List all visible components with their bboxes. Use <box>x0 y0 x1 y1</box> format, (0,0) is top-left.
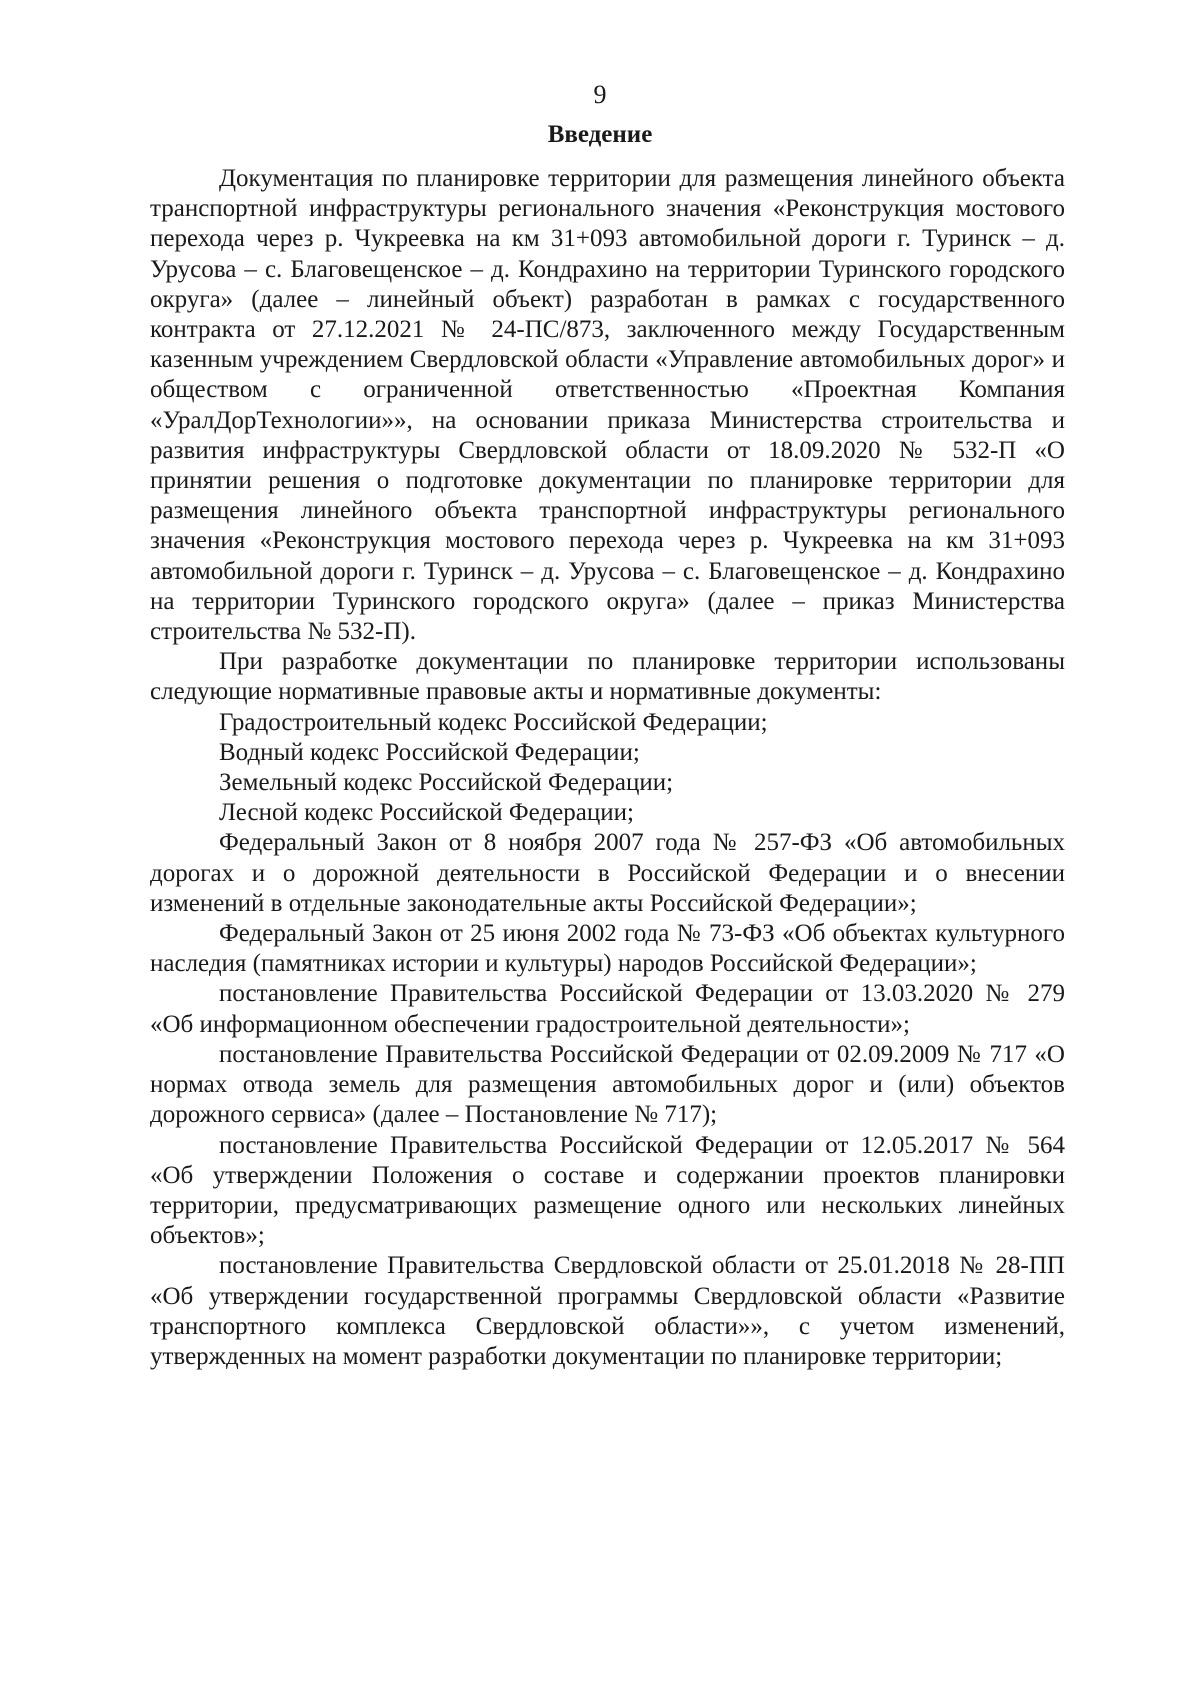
list-item-urban-planning-code: Градостроительный кодекс Российской Федерации; <box>219 708 768 736</box>
list-item-federal-law-73: Федеральный Закон от 25 июня 2002 года № 73-ФЗ «Об объектах культурного наследия (памятниках истории и культуры) народов Российской Федерации»; <box>150 920 1065 978</box>
paragraph-normative-acts-intro: При разработке документации по планировке территории использованы следующие нормативные правовые акты и нормативные документы: <box>150 648 1065 706</box>
list-item-resolution-564: постановление Правительства Российской Федерации от 12.05.2017 № 564 «Об утверждении Положения о составе и содержании проектов планировки территории, предусматривающих размещение одного или нескольких линейных объектов»; <box>150 1131 1065 1250</box>
list-item-land-code: Земельный кодекс Российской Федерации; <box>219 769 674 797</box>
list-item-water-code: Водный кодекс Российской Федерации; <box>219 738 640 766</box>
list-item-resolution-279: постановление Правительства Российской Федерации от 13.03.2020 № 279 «Об информационном обеспечении градостроительной деятельности»; <box>150 980 1065 1038</box>
list-item-resolution-28pp: постановление Правительства Свердловской области от 25.01.2018 № 28-ПП «Об утверждении государственной программы Свердловской области «Развитие транспортного комплекса Свердловской области»», с учетом изменений, утвержденных на момент разработки документации по планировке территории; <box>150 1252 1065 1370</box>
list-item-resolution-717: постановление Правительства Российской Федерации от 02.09.2009 № 717 «О нормах отвода земель для размещения автомобильных дорог и (или) объектов дорожного сервиса» (далее – Постановление № 717); <box>150 1040 1065 1129</box>
page-number: 9 <box>593 80 607 109</box>
paragraph-intro: Документация по планировке территории для размещения линейного объекта транспортной инфраструктуры регионального значения «Реконструкция мостового перехода через р. Чукреевка на км 31+093 автомобильной дороги г. Туринск – д. Урусова – с. Благовещенское – д. Кондрахино на территории Туринского городского округа» (далее – линейный объект) разработан в рамках с государственного контракта от 27.12.2021 № 24-ПС/873, заключенного между Государственным казенным учреждением Свердловской области «Управление автомобильных дорог» и обществом с ограниченной ответственностью «Проектная Компания «УралДорТехнологии»», на основании приказа Министерства строительства и развития инфраструктуры Свердловской области от 18.09.2020 № 532-П «О принятии решения о подготовке документации по планировке территории для размещения линейного объекта транспортной инфраструктуры регионального значения «Реконструкция мостового перехода через р. Чукреевка на км 31+093 автомобильной дороги г. Туринск – д. Урусова – с. Благовещенское – д. Кондрахино на территории Туринского городского округа» (далее – приказ Министерства строительства № 532-П). <box>150 165 1065 646</box>
document-body <box>150 164 1065 1372</box>
section-heading: Введение <box>547 121 653 148</box>
list-item-federal-law-257: Федеральный Закон от 8 ноября 2007 года № 257-ФЗ «Об автомобильных дорогах и о дорожной деятельности в Российской Федерации и о внесении изменений в отдельные законодательные акты Российской Федерации»; <box>150 829 1065 917</box>
list-item-forest-code: Лесной кодекс Российской Федерации; <box>219 799 634 827</box>
